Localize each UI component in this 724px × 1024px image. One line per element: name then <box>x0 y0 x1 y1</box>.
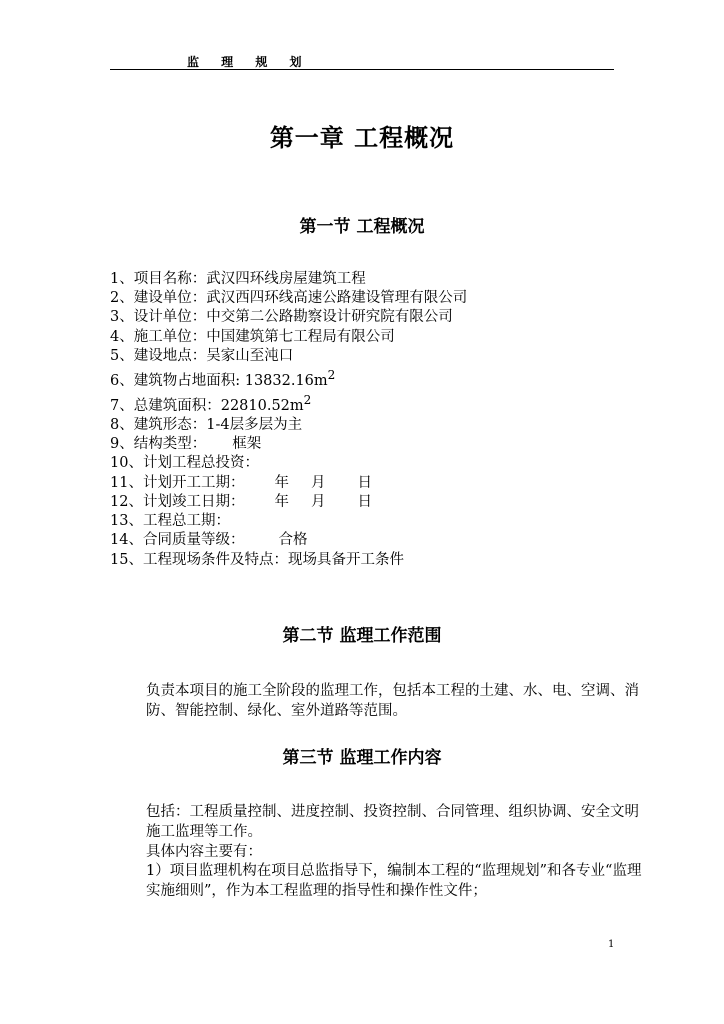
list-item: 8、建筑形态：1-4层多层为主 <box>110 417 303 434</box>
list-item <box>110 435 467 454</box>
list-item: 1、项目名称：武汉四环线房屋建筑工程 <box>110 271 366 287</box>
item-text: 6、建筑物占地面积: 13832.16m <box>110 372 328 389</box>
list-item: 10、计划工程总投资： <box>110 455 259 472</box>
specific-item-1: 1）项目监理机构在项目总监指导下，编制本工程的“监理规划”和各专业“监理实施细则”，作为本工程监理的指导性和操作性文件； <box>146 863 642 899</box>
item-text: 7、总建筑面积：22810.52m <box>110 397 304 414</box>
list-item <box>110 493 467 512</box>
content-paragraph: 包括：工程质量控制、进度控制、投资控制、合同管理、组织协调、安全文明施工监理等工作。 <box>146 804 639 840</box>
item-value: 合格 <box>278 532 308 549</box>
superscript: 2 <box>303 393 312 408</box>
running-header: 监 理 规 划 <box>187 55 311 69</box>
project-info-list <box>110 270 467 570</box>
day-label: 日 <box>357 474 372 491</box>
list-item: 3、设计单位：中交第二公路勘察设计研究院有限公司 <box>110 309 453 326</box>
header-rule <box>110 69 614 70</box>
section-1-title: 第一节 工程概况 <box>299 217 425 237</box>
list-item <box>110 474 467 493</box>
item-value: 框架 <box>232 436 262 453</box>
section-2-title: 第二节 监理工作范围 <box>282 626 442 646</box>
day-label: 日 <box>357 493 372 510</box>
month-label: 月 <box>310 493 326 510</box>
list-item: 15、工程现场条件及特点：现场具备开工条件 <box>110 551 404 568</box>
specific-intro: 具体内容主要有： <box>146 844 262 860</box>
item-label: 14、合同质量等级： <box>110 532 245 549</box>
list-item <box>110 391 467 416</box>
list-item <box>110 531 467 550</box>
page-number: 1 <box>608 939 615 950</box>
item-label: 12、计划竣工日期： <box>110 493 245 510</box>
item-label: 11、计划开工工期： <box>110 474 245 491</box>
list-item: 13、工程总工期： <box>110 513 230 530</box>
year-label: 年 <box>274 493 289 510</box>
superscript: 2 <box>327 368 336 383</box>
month-label: 月 <box>310 474 326 491</box>
scope-paragraph: 负责本项目的施工全阶段的监理工作，包括本工程的土建、水、电、空调、消防、智能控制、绿化、室外道路等范围。 <box>146 683 639 719</box>
list-item: 5、建设地点：吴家山至沌口 <box>110 347 294 364</box>
list-item <box>110 366 467 391</box>
section-3-title: 第三节 监理工作内容 <box>282 748 442 768</box>
chapter-title: 第一章 工程概况 <box>269 124 455 152</box>
year-label: 年 <box>274 474 289 491</box>
list-item: 2、建设单位：武汉西四环线高速公路建设管理有限公司 <box>110 290 468 307</box>
list-item: 4、施工单位：中国建筑第七工程局有限公司 <box>110 328 395 345</box>
item-label: 9、结构类型： <box>110 436 207 453</box>
